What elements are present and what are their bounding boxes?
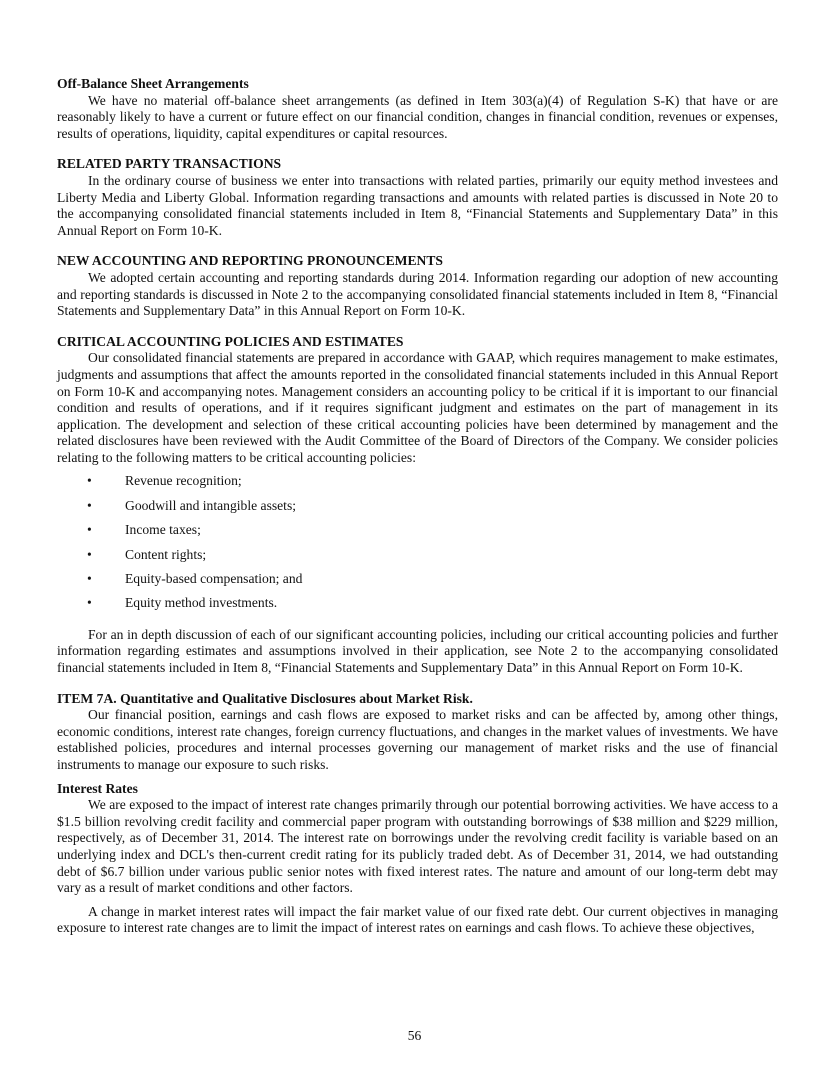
interest-rates-heading: Interest Rates xyxy=(57,780,138,796)
bullet-icon: • xyxy=(87,497,92,513)
list-item-text: Equity method investments. xyxy=(125,595,278,611)
bullet-icon: • xyxy=(87,546,92,562)
related-party-heading: RELATED PARTY TRANSACTIONS xyxy=(57,156,282,172)
list-item xyxy=(57,522,778,546)
list-item xyxy=(57,498,778,522)
interest-rates-paragraph-1: We are exposed to the impact of interest rate changes primarily through our potential borrowing activities. We have access to a $1.5 billion revolving credit facility and commercial paper program with outstanding borrowings of $38 million and $229 million, respectively, as of December 31, 2014. The interest rate on borrowings under the revolving credit facility is variable based on an underlying index and DCL's then-current credit rating for its publicly traded debt. As of December 31, 2014, we had outstanding debt of $6.7 billion under various public senior notes with fixed interest rates. The nature and amount of our long-term debt may vary as a result of market conditions and other factors. xyxy=(57,797,778,896)
list-item xyxy=(57,473,778,497)
critical-policies-list xyxy=(57,473,778,619)
off-balance-heading: Off-Balance Sheet Arrangements xyxy=(57,76,249,91)
bullet-icon: • xyxy=(87,571,92,587)
list-item xyxy=(57,547,778,571)
related-party-paragraph: In the ordinary course of business we enter into transactions with related parties, primarily our equity method investees and Liberty Media and Liberty Global. Information regarding transactions and amounts with related parties is discussed in Note 20 to the accompanying consolidated financial statements included in Item 8, “Financial Statements and Supplementary Data” in this Annual Report on Form 10-K. xyxy=(57,172,778,238)
list-item xyxy=(57,571,778,595)
bullet-icon: • xyxy=(87,473,92,489)
list-item-text: Income taxes; xyxy=(125,522,201,538)
new-accounting-heading: NEW ACCOUNTING AND REPORTING PRONOUNCEMENTS xyxy=(57,253,443,269)
list-item-text: Equity-based compensation; and xyxy=(125,571,303,587)
item-7a-heading: ITEM 7A. Quantitative and Qualitative Disclosures about Market Risk. xyxy=(57,690,473,706)
critical-policies-heading: CRITICAL ACCOUNTING POLICIES AND ESTIMATES xyxy=(57,333,404,349)
bullet-icon: • xyxy=(87,595,92,611)
item-7a-paragraph: Our financial position, earnings and cash flows are exposed to market risks and can be affected by, among other things, economic conditions, interest rate changes, foreign currency fluctuations, and changes in the market values of investments. We have established policies, procedures and internal processes governing our management of market risks and the use of financial instruments to manage our exposure to such risks. xyxy=(57,707,778,772)
list-item-text: Content rights; xyxy=(125,546,207,562)
list-item-text: Goodwill and intangible assets; xyxy=(125,497,297,513)
off-balance-paragraph: We have no material off-balance sheet arrangements (as defined in Item 303(a)(4) of Regulation S-K) that have or are reasonably likely to have a current or future effect on our financial condition, changes in financial condition, revenues or expenses, results of operations, liquidity, capital expenditures or capital resources. xyxy=(57,92,778,141)
page-number: 56 xyxy=(407,1028,422,1043)
document-page xyxy=(57,76,778,937)
new-accounting-paragraph: We adopted certain accounting and reporting standards during 2014. Information regarding our adoption of new accounting and reporting standards is discussed in Note 2 to the accompanying consolidated financial statements included in Item 8, “Financial Statements and Supplementary Data” in this Annual Report on Form 10-K. xyxy=(57,269,778,319)
interest-rates-paragraph-2: A change in market interest rates will impact the fair market value of our fixed rate debt. Our current objectives in managing exposure to interest rate changes are to limit the impact of interest rates on earnings and cash flows. To achieve these objectives, xyxy=(57,903,778,936)
critical-policies-paragraph: Our consolidated financial statements are prepared in accordance with GAAP, which requires management to make estimates, judgments and assumptions that affect the amounts reported in the consolidated financial statements included in this Annual Report on Form 10-K and accompanying notes. Management considers an accounting policy to be critical if it is important to our financial condition and results of operations, and if it requires significant judgment and estimates on the part of management in its application. The development and selection of these critical accounting policies have been determined by management and the related disclosures have been reviewed with the Audit Committee of the Board of Directors of the Company. We consider policies relating to the following matters to be critical accounting policies: xyxy=(57,350,778,465)
bullet-icon: • xyxy=(87,522,92,538)
list-item-text: Revenue recognition; xyxy=(125,473,242,489)
critical-policies-followup-paragraph: For an in depth discussion of each of our significant accounting policies, including our critical accounting policies and further information regarding estimates and assumptions involved in their application, see Note 2 to the accompanying consolidated financial statements included in Item 8, “Financial Statements and Supplementary Data” in this Annual Report on Form 10-K. xyxy=(57,626,778,675)
list-item xyxy=(57,595,778,619)
